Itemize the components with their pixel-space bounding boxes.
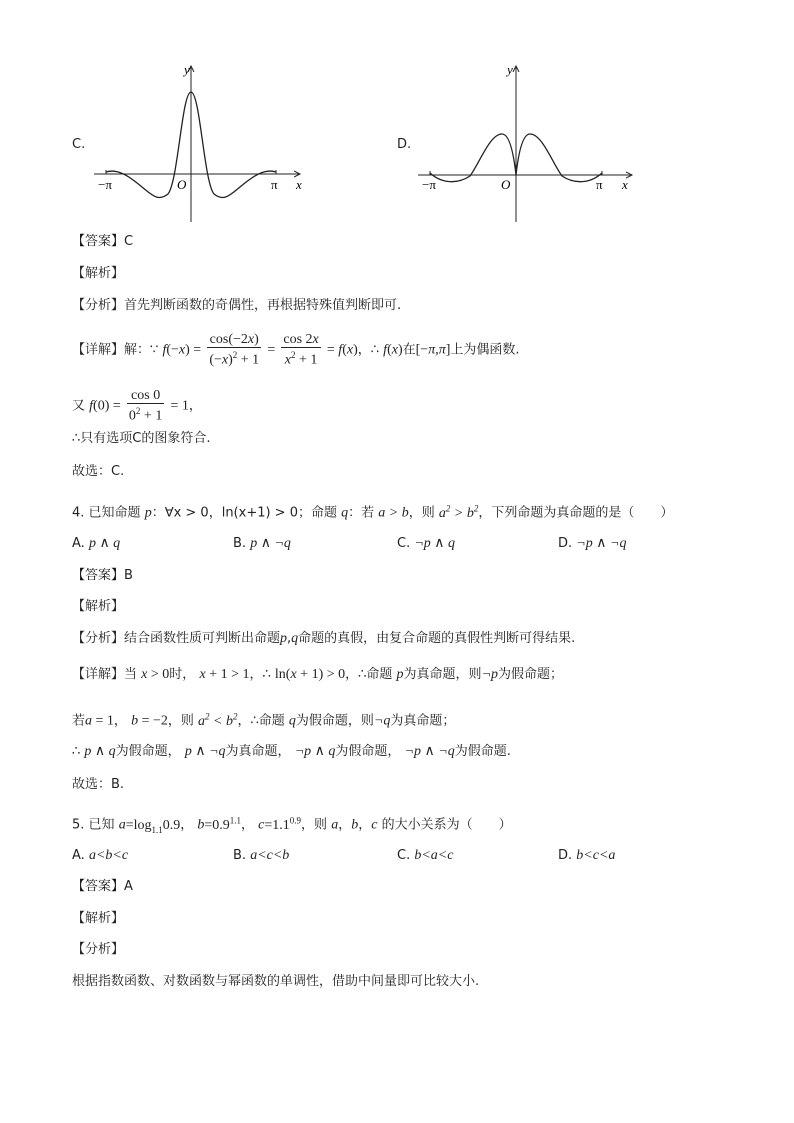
graph-c-origin-label: O [177, 177, 187, 192]
q5-stem: 5. 已知 $a=\log_{1.1}0.9$， $b=0.9^{1.1}$， $c=1.1^{0.9}$，则 a，b，c 的大小关系为（ ） [72, 815, 512, 835]
q3-only: ∴只有选项C的图象符合. [72, 431, 211, 446]
q4-answer: 【答案】B [72, 568, 133, 583]
graph-d-x-label: x [622, 177, 628, 192]
q3-answer-value: C [124, 234, 134, 249]
q4-choose: 故选：B. [72, 777, 125, 792]
graph-d-pi-label: π [596, 177, 603, 192]
q4-detail-line2: 若a = 1， b = −2，则 $a^2 < b^2$，∴命题 q为假命题，则¬q为真命题； [72, 711, 456, 729]
graph-c-pi-label: π [271, 177, 278, 192]
q4-option-a: A. p ∧ q [72, 536, 121, 551]
q4-answer-value: B [124, 568, 133, 583]
q4-option-b: B. p ∧ ¬q [233, 536, 291, 551]
q4-detail-line3: ∴ p ∧ q为假命题， p ∧ ¬q为真命题， ¬p ∧ q为假命题， ¬p ∧ ¬q为假命题. [72, 744, 511, 759]
q3-detail: 【详解】解：∵ f(−x) = $\frac{\cos(-2x)}{(-x)^2 + 1}$ = $\frac{\cos 2x}{x^2 + 1}$ = f(x)，∴ f(x)在[−π,π]上为偶函数. [72, 332, 520, 368]
q3-choose: 故选：C. [72, 464, 125, 479]
q3-analysis-tag: 【解析】 [72, 266, 125, 281]
q3-answer: 【答案】C [72, 234, 134, 249]
graph-c-y-label: y [184, 62, 190, 77]
q5-answer-value: A [124, 879, 133, 894]
q4-analysis-tag: 【解析】 [72, 599, 125, 614]
q5-answer: 【答案】A [72, 879, 133, 894]
q5-option-b: B. a<c<b [233, 848, 290, 863]
option-c-label: C. [72, 137, 86, 152]
graph-d-y-label: y [507, 62, 513, 77]
graph-d-plot [414, 62, 639, 224]
q4-option-c: C. ¬p ∧ q [397, 536, 456, 551]
q3-special-value: 又 f(0) = $\frac{\cos 0}{0^2 + 1}$ = 1， [72, 388, 202, 424]
graph-d-neg-pi-label: −π [422, 177, 436, 192]
q5-fenxi-tag: 【分析】 [72, 942, 125, 957]
q5-option-c: C. b<a<c [397, 848, 454, 863]
option-d-label: D. [397, 137, 412, 152]
graph-c-plot [90, 62, 315, 224]
graph-d-origin-label: O [501, 177, 511, 192]
q5-analysis-tag: 【解析】 [72, 911, 125, 926]
q5-fenxi: 根据指数函数、对数函数与幂函数的单调性，借助中间量即可比较大小. [72, 974, 480, 989]
q4-fenxi: 【分析】结合函数性质可判断出命题p,q命题的真假，由复合命题的真假性判断可得结果. [72, 631, 576, 646]
q4-option-d: D. ¬p ∧ ¬q [558, 536, 627, 551]
q4-stem: 4. 已知命题 p：∀x > 0，ln(x+1) > 0；命题 q：若 a > b，则 $a^2 > b^2$，下列命题为真命题的是（ ） [72, 503, 674, 521]
q4-detail-line1: 【详解】当 x > 0时， x + 1 > 1，∴ ln(x + 1) > 0，∴命题 p为真命题，则¬p为假命题； [72, 667, 564, 682]
graph-c-x-label: x [296, 177, 302, 192]
graph-c-neg-pi-label: −π [98, 177, 112, 192]
q5-option-a: A. a<b<c [72, 848, 129, 863]
q5-option-d: D. b<c<a [558, 848, 616, 863]
q3-fenxi: 【分析】首先判断函数的奇偶性，再根据特殊值判断即可. [72, 298, 402, 313]
